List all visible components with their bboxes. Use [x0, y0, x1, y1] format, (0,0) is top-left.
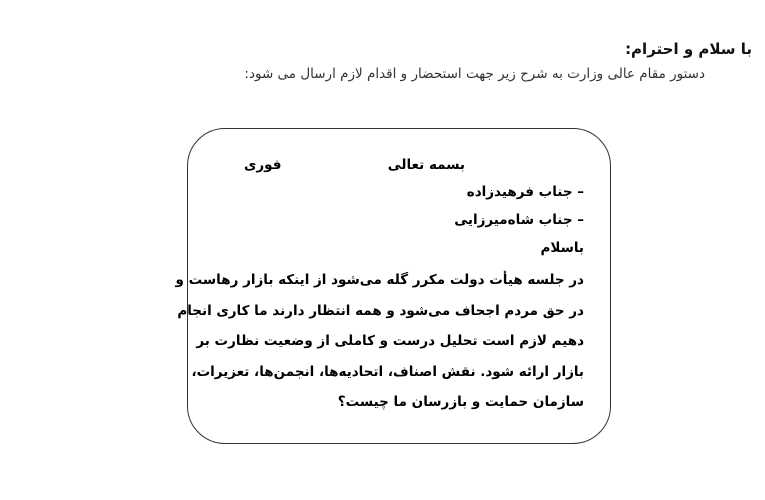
note-box	[175, 128, 611, 444]
recipient: – جناب شاه‌میرزایی	[454, 212, 584, 228]
recipient: – جناب فرهیدزاده	[466, 184, 584, 200]
body-line: در جلسه هیأت دولت مکرر گله می‌شود از اینکه بازار رهاست و	[175, 272, 584, 288]
intro-line: دستور مقام عالی وزارت به شرح زیر جهت استحضار و اقدام لازم ارسال می شود:	[244, 66, 705, 82]
body-line: بازار ارائه شود. نقش اصناف، اتحادیه‌ها، انجمن‌ها، تعزیرات،	[191, 363, 584, 380]
body-line: در حق مردم اجحاف می‌شود و همه انتظار دارند ما کاری انجام	[177, 302, 584, 319]
body-line: دهیم لازم است تحلیل درست و کاملی از وضعیت نظارت بر	[196, 333, 584, 349]
note-body	[175, 265, 584, 418]
body-line: سازمان حمایت و بازرسان ما چیست؟	[337, 394, 584, 410]
note-heading: بسمه تعالی	[387, 157, 465, 173]
priority-label: فوری	[244, 157, 282, 173]
greeting: با سلام و احترام:	[625, 40, 752, 58]
salutation: باسلام	[540, 240, 584, 256]
